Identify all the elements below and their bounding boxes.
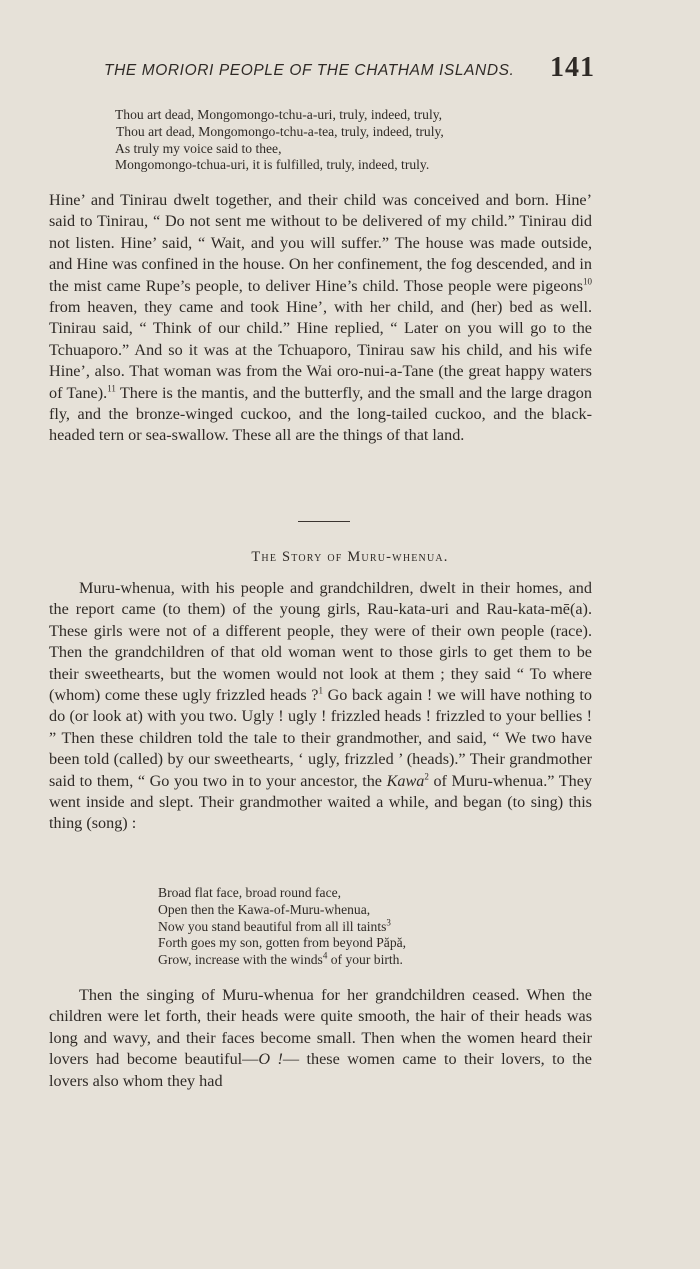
paragraph-transformation <box>49 985 592 1092</box>
paragraph-text: Go back again ! we will have nothing to do (or look at) with you two. Ugly ! ugly ! frizzled heads ! frizzled to your bellies ! ” Then these children told the tale to their grandmother, and said, “ We two have been told (called) by our sweethearts, ‘ ugly, frizzled ’ (heads).” Their grandmother said to them, “ Go you two in to your ancestor, the <box>49 686 592 790</box>
paragraph-hine-tinirau <box>49 190 592 447</box>
verse-line: Thou art dead, Mongomongo-tchu-a-uri, truly, indeed, truly, <box>115 107 443 122</box>
verse-line: Broad flat face, broad round face, <box>158 885 342 900</box>
footnote-ref: 11 <box>107 383 116 394</box>
paragraph-text: Muru-whenua, with his people and grandchildren, dwelt in their homes, and the report came (to them) of the young girls, Rau-kata-uri and Rau-kata-mē(a). These girls were not of a different people, they were of their own people (race). Then the grandchildren of that old woman went to those girls to get them to be their sweethearts, but the women would not look at them ; they said “ To where (whom) come these ugly frizzled heads ? <box>49 579 592 705</box>
paragraph-text: of Muru-whenua.” They went inside and slept. Their grandmother waited a while, and began (to sing) this thing (song) : <box>49 771 592 833</box>
footnote-ref: 3 <box>386 917 391 928</box>
paragraph-text: There is the mantis, and the butterfly, and the small and the large dragon fly, and the bronze-winged cuckoo, and the long-tailed cuckoo, and the black-headed tern or sea-swallow. These all are the things of that land. <box>49 383 592 445</box>
verse-text: Grow, increase with the winds <box>158 952 323 968</box>
footnote-ref: 4 <box>322 950 328 961</box>
paragraph-text: Hine’ and Tinirau dwelt together, and their child was conceived and born. Hine’ said to Tinirau, “ Do not sent me without to be delivered of my child.” Tinirau did not listen. Hine’ said, “ Wait, and you will suffer.” The house was made outside, and Hine was confined in the house. On her confinement, the fog descended, and in the mist came Rupe’s people, to deliver Hine’s child. Those people were pigeons <box>49 191 592 295</box>
section-divider <box>298 521 350 522</box>
paragraph-text: Then the singing of Muru-whenua for her grandchildren ceased. When the children were let forth, their heads were quite smooth, the hair of their heads was long and wavy, and their faces become small. Then when the women heard their lovers had become beautiful— <box>49 986 592 1069</box>
verse-lament <box>115 107 444 174</box>
verse-line <box>158 952 406 969</box>
verse-line: Thou art dead, Mongomongo-tchu-a-tea, truly, indeed, truly, <box>116 123 444 139</box>
kawa-term: Kawa <box>386 771 425 790</box>
page-number: 141 <box>550 52 595 83</box>
paragraph-text: from heaven, they came and took Hine’, with her child, and (her) bed as well. Tinirau said, “ Think of our child.” Hine replied, “ Later on you will go to the Tchuaporo.” And so it was at the Tchuaporo, Tinirau saw his child, and his wife Hine’, also. That woman was from the Wai oro-nui-a-Tane (the great happy waters of Tane). <box>49 298 592 402</box>
footnote-ref: 1 <box>318 685 323 696</box>
exclamation: O ! <box>258 1050 283 1069</box>
section-heading: The Story of Muru-whenua. <box>251 549 449 565</box>
verse-text: of your birth. <box>327 952 403 968</box>
verse-song <box>158 885 406 969</box>
verse-line: Mongomongo-tchua-uri, it is fulfilled, truly, indeed, truly. <box>115 157 430 173</box>
verse-line: Open then the Kawa-of-Muru-whenua, <box>158 901 371 917</box>
verse-line: Forth goes my son, gotten from beyond Păpă, <box>158 935 407 951</box>
running-title: THE MORIORI PEOPLE OF THE CHATHAM ISLANDS. <box>104 62 515 79</box>
verse-text: Now you stand beautiful from all ill taints <box>158 918 387 934</box>
verse-line <box>158 919 406 936</box>
footnote-ref: 10 <box>583 276 592 287</box>
footnote-ref: 2 <box>424 771 429 782</box>
paragraph-muru-whenua <box>49 578 592 835</box>
paragraph-text: — these women came to their lovers, to the lovers also whom they had <box>49 1050 592 1090</box>
verse-line: As truly my voice said to thee, <box>115 140 282 156</box>
